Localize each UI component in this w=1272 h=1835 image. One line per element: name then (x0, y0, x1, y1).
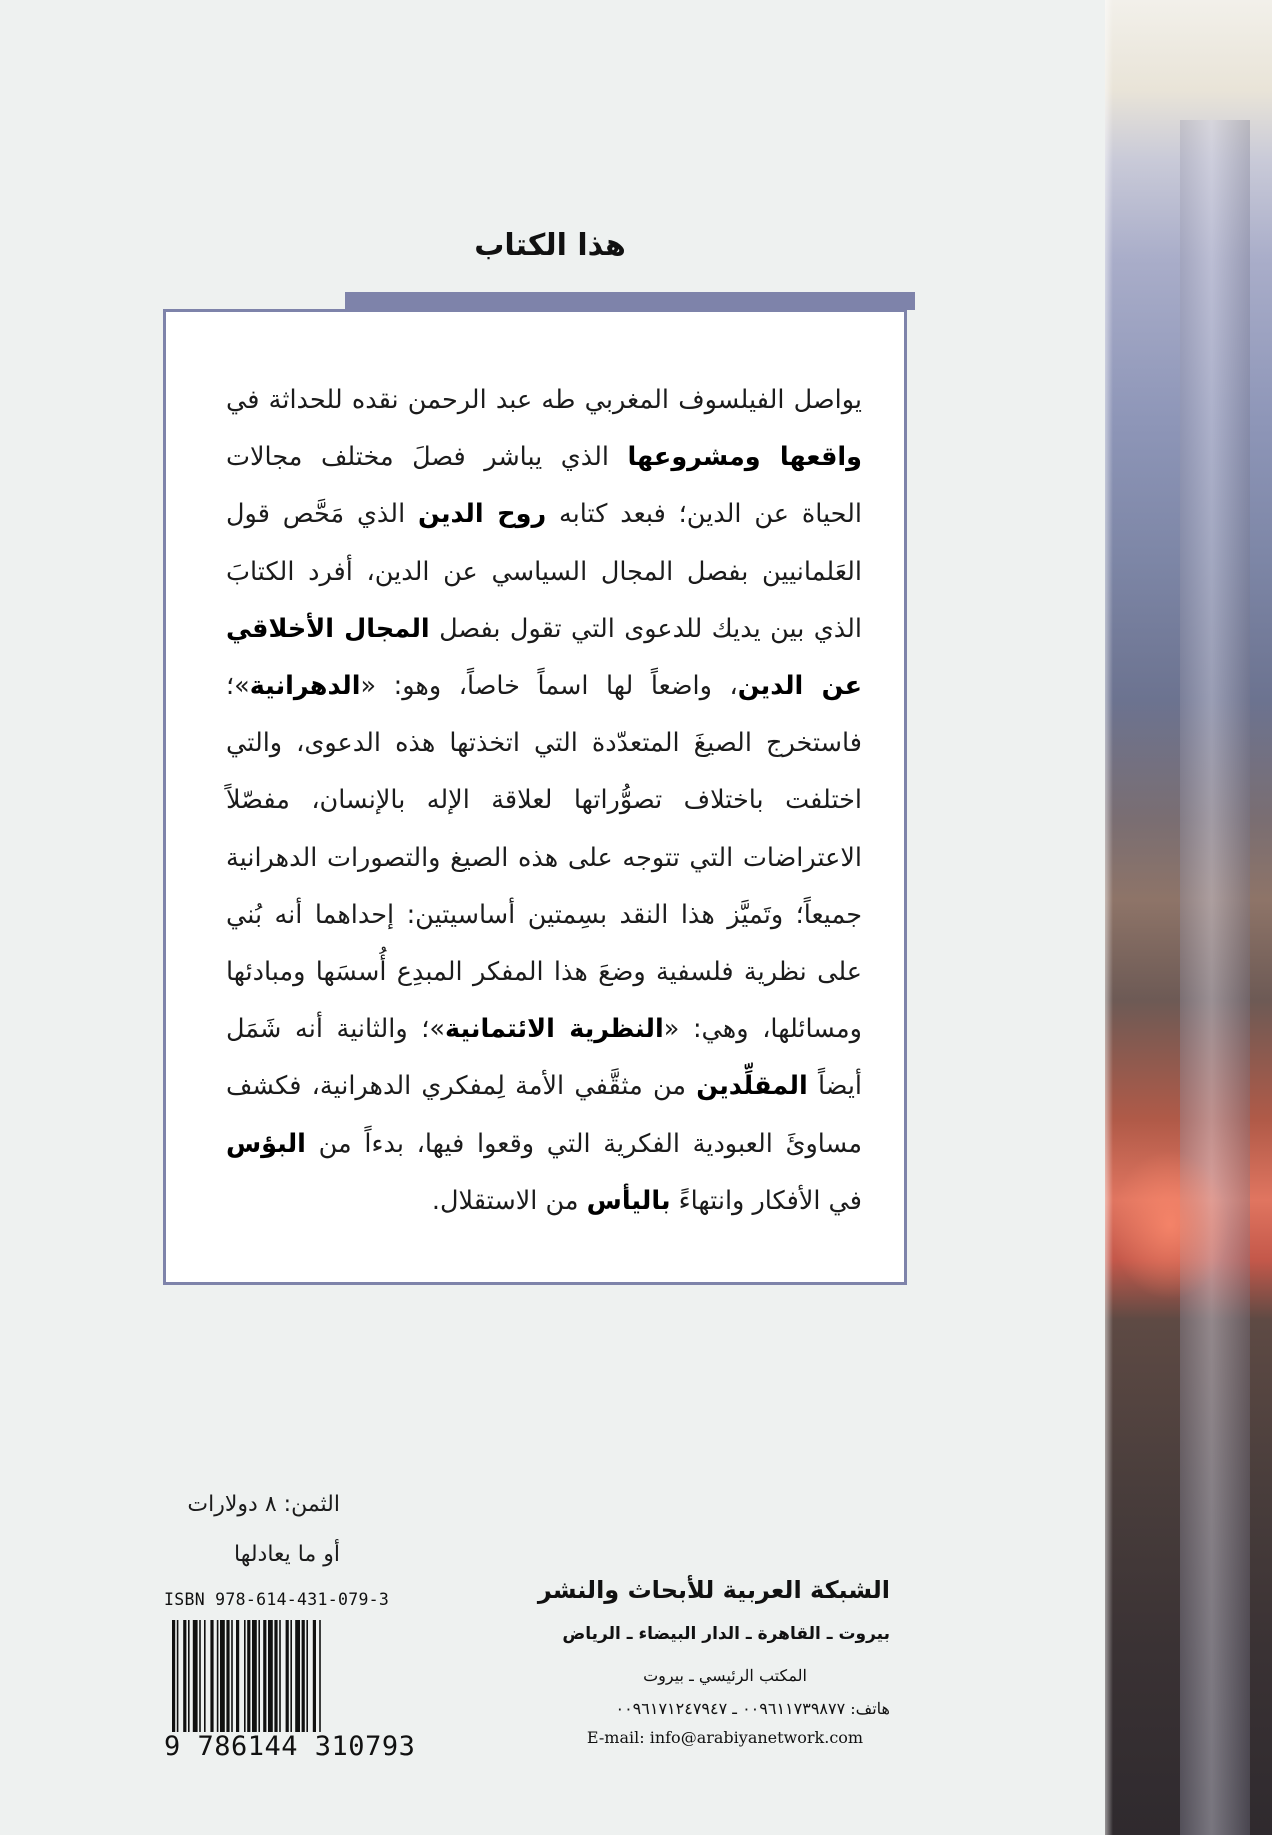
isbn-number: ISBN 978-614-431-079-3 (164, 1590, 390, 1609)
barcode-bar (319, 1620, 321, 1732)
barcode-bar (263, 1620, 266, 1732)
barcode-bar (295, 1620, 300, 1732)
barcode-bar (244, 1620, 246, 1732)
blurb-segment: في الأفكار وانتهاءً (670, 1185, 862, 1216)
barcode-bar (193, 1620, 198, 1732)
blurb-emphasis: باليأس (586, 1185, 671, 1216)
blurb-box (163, 309, 907, 1285)
heading-accent-bar (345, 292, 915, 310)
barcode-bar (252, 1620, 257, 1732)
barcode-bar (210, 1620, 213, 1732)
barcode-bar (286, 1620, 289, 1732)
strip-edge (1105, 0, 1113, 1835)
blurb-emphasis: واقعها ومشروعها (627, 442, 862, 473)
blurb-segment: من مثقَّفي الأمة لِمفكري الدهرانية، فكشف مساوئَ العبودية الفكرية التي وقعوا فيها، بدءاً من (226, 1071, 862, 1159)
barcode-bar (177, 1620, 179, 1732)
barcode-bar (220, 1620, 225, 1732)
price-label: الثمن: ٨ دولارات (187, 1492, 340, 1517)
publisher-name: الشبكة العربية للأبحاث والنشر (537, 1576, 890, 1604)
blurb-emphasis: روح الدين (418, 499, 547, 530)
blurb-segment: »؛ فاستخرج الصيغَ المتعدّدة التي اتخذتها هذه الدعوى، والتي اختلفت باختلاف تصوُّراتها لعلاقة الإله بالإنسان، مفصّلاً الاعتراضات التي تتوجه على هذه الصيغ والتصورات الدهرانية جميعاً؛ وتَميَّز هذا النقد بسِمتين أساسيتين: إحداهما أنه بُني على نظرية فلسفية وضعَ هذا المفكر المبدِع أُسسَها ومبادئها ومسائلها، وهي: « (226, 671, 862, 1045)
barcode-bar (290, 1620, 292, 1732)
barcode-bar (306, 1620, 308, 1732)
barcode-bar (274, 1620, 277, 1732)
publisher-block (470, 1570, 890, 1754)
barcode-bar (236, 1620, 239, 1732)
blurb-emphasis: البؤس (226, 1128, 306, 1159)
barcode-bar (226, 1620, 229, 1732)
barcode-bar (247, 1620, 250, 1732)
barcode-bars (170, 1620, 420, 1732)
barcode-bar (258, 1620, 260, 1732)
barcode-bar (279, 1620, 281, 1732)
barcode-bar (183, 1620, 186, 1732)
publisher-phone: هاتف: ٠٠٩٦١١٧٣٩٨٧٧ ـ ٠٠٩٦١٧١٢٤٧٩٤٧ (615, 1699, 890, 1718)
blurb-segment: ، واضعاً لها اسماً خاصاً، وهو: « (360, 671, 738, 702)
publisher-office: المكتب الرئيسي ـ بيروت (643, 1666, 807, 1685)
price-block (150, 1480, 340, 1580)
barcode-bar (204, 1620, 206, 1732)
blurb-emphasis: المقلِّدين (696, 1071, 808, 1102)
barcode-bar (217, 1620, 219, 1732)
barcode-bar (313, 1620, 316, 1732)
section-heading: هذا الكتاب (474, 228, 626, 263)
blurb-segment: الذي يباشر فصلَ مختلف مجالات الحياة عن الدين؛ فبعد كتابه (226, 442, 862, 530)
barcode-bar (172, 1620, 175, 1732)
sunset-glow (1110, 1150, 1230, 1300)
blurb-segment: الذي مَحَّص قول العَلمانيين بفصل المجال السياسي عن الدين، أفرد الكتابَ الذي بين يديك للدعوى التي تقول بفصل (226, 499, 862, 644)
price-equivalent: أو ما يعادلها (234, 1542, 340, 1567)
blurb-text (226, 372, 862, 1230)
blurb-segment: يواصل الفيلسوف المغربي طه عبد الرحمن نقده للحداثة في (226, 385, 862, 415)
publisher-email: E-mail: info@arabiyanetwork.com (586, 1728, 864, 1747)
barcode-bar (188, 1620, 190, 1732)
blurb-emphasis: النظرية الائتمانية (445, 1014, 664, 1045)
minaret-image (1180, 120, 1250, 1835)
blurb-emphasis: المجال الأخلاقي عن الدين (226, 613, 862, 702)
blurb-emphasis: الدهرانية (249, 671, 361, 702)
barcode-bar (268, 1620, 273, 1732)
barcode-digits: 9 786144 310793 (164, 1731, 416, 1762)
barcode-bar (199, 1620, 201, 1732)
blurb-segment: »؛ والثانية أنه شَمَل أيضاً (226, 1014, 863, 1102)
isbn-barcode (164, 1590, 426, 1762)
barcode-bar (231, 1620, 233, 1732)
publisher-cities: بيروت ـ القاهرة ـ الدار البيضاء ـ الرياض (562, 1624, 890, 1644)
blurb-segment: من الاستقلال. (431, 1185, 587, 1216)
barcode-bar (302, 1620, 305, 1732)
